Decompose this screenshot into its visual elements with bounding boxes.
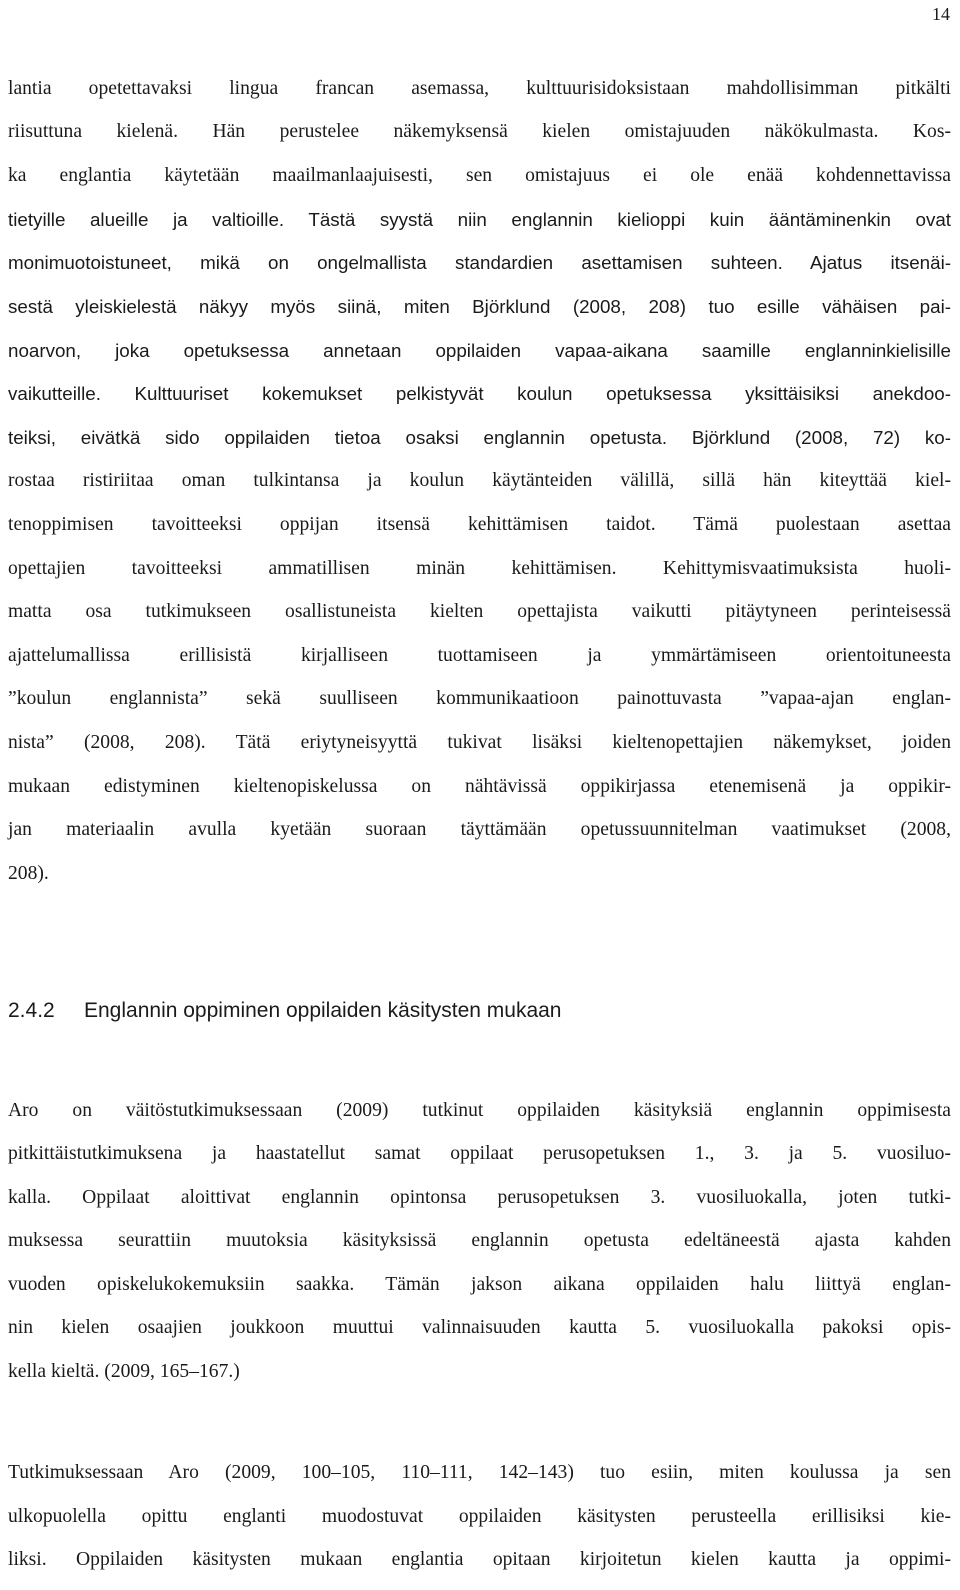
text-line: kalla. Oppilaat aloittivat englannin opintonsa perusopetuksen 3. vuosiluokalla, joten tutki-	[8, 1187, 951, 1208]
text-line: vuoden opiskelukokemuksiin saakka. Tämän jakson aikana oppilaiden halu liittyä englan-	[8, 1274, 951, 1295]
text-line: rostaa ristiriitaa oman tulkintansa ja koulun käytänteiden välillä, sillä hän kiteyttää kiel-	[8, 470, 951, 491]
text-line: opettajien tavoitteeksi ammatillisen minän kehittämisen. Kehittymisvaatimuksista huoli-	[8, 558, 951, 579]
text-line: vaikutteille. Kulttuuriset kokemukset pelkistyvät koulun opetuksessa yksittäisiksi anekdoo-	[8, 383, 951, 404]
text-line: riisuttuna kielenä. Hän perustelee näkemyksensä kielen omistajuuden näkökulmasta. Kos-	[8, 121, 951, 142]
text-line: noarvon, joka opetuksessa annetaan oppilaiden vapaa-aikana saamille englanninkielisille	[8, 340, 951, 361]
text-line: teiksi, eivätkä sido oppilaiden tietoa osaksi englannin opetusta. Björklund (2008, 72) ko-	[8, 427, 951, 448]
text-line: kella kieltä. (2009, 165–167.)	[8, 1361, 240, 1382]
text-line: tenoppimisen tavoitteeksi oppijan itsensä kehittämisen taidot. Tämä puolestaan asettaa	[8, 514, 951, 535]
section-heading	[8, 995, 561, 1027]
text-line: pitkittäistutkimuksena ja haastatellut samat oppilaat perusopetuksen 1., 3. ja 5. vuosiluo-	[8, 1143, 951, 1164]
text-line: Aro on väitöstutkimuksessaan (2009) tutkinut oppilaiden käsityksiä englannin oppimisesta	[8, 1100, 951, 1121]
text-line: matta osa tutkimukseen osallistuneista kielten opettajista vaikutti pitäytyneen perinteisessä	[8, 601, 951, 622]
page-number: 14	[932, 4, 950, 24]
text-line: ajattelumallissa erillisistä kirjalliseen tuottamiseen ja ymmärtämiseen orientoituneesta	[8, 645, 951, 666]
text-line: nista” (2008, 208). Tätä eriytyneisyyttä tukivat lisäksi kieltenopettajien näkemykset, joiden	[8, 732, 951, 753]
section-number: 2.4.2	[8, 999, 55, 1022]
text-line: ”koulun englannista” sekä suulliseen kommunikaatioon painottuvasta ”vapaa-ajan englan-	[8, 688, 951, 709]
section-title: Englannin oppiminen oppilaiden käsitysten mukaan	[84, 999, 562, 1022]
text-line: sestä yleiskielestä näkyy myös siinä, miten Björklund (2008, 208) tuo esille vähäisen pai-	[8, 296, 951, 317]
text-line: nin kielen osaajien joukkoon muuttui valinnaisuuden kautta 5. vuosiluokalla pakoksi opis-	[8, 1317, 951, 1338]
text-line: ka englantia käytetään maailmanlaajuisesti, sen omistajuus ei ole enää kohdennettavissa	[8, 165, 951, 186]
text-line: tietyille alueille ja valtioille. Tästä syystä niin englannin kielioppi kuin ääntäminenkin ovat	[8, 209, 951, 230]
text-line: mukaan edistyminen kieltenopiskelussa on nähtävissä oppikirjassa etenemisenä ja oppikir-	[8, 776, 951, 797]
text-line: lantia opetettavaksi lingua francan asemassa, kulttuurisidoksistaan mahdollisimman pitkälti	[8, 78, 951, 99]
text-line: 208).	[8, 863, 49, 884]
text-line: muksessa seurattiin muutoksia käsityksissä englannin opetusta edeltäneestä ajasta kahden	[8, 1230, 951, 1251]
text-line: Tutkimuksessaan Aro (2009, 100–105, 110–111, 142–143) tuo esiin, miten koulussa ja sen	[8, 1462, 951, 1483]
text-line: ulkopuolella opittu englanti muodostuvat oppilaiden käsitysten perusteella erillisiksi kie-	[8, 1506, 951, 1527]
text-line: monimuotoistuneet, mikä on ongelmallista standardien asettamisen suhteen. Ajatus itsenäi-	[8, 252, 951, 273]
text-line: jan materiaalin avulla kyetään suoraan täyttämään opetussuunnitelman vaatimukset (2008,	[8, 819, 951, 840]
text-line: liksi. Oppilaiden käsitysten mukaan englantia opitaan kirjoitetun kielen kautta ja oppimi-	[8, 1549, 951, 1570]
